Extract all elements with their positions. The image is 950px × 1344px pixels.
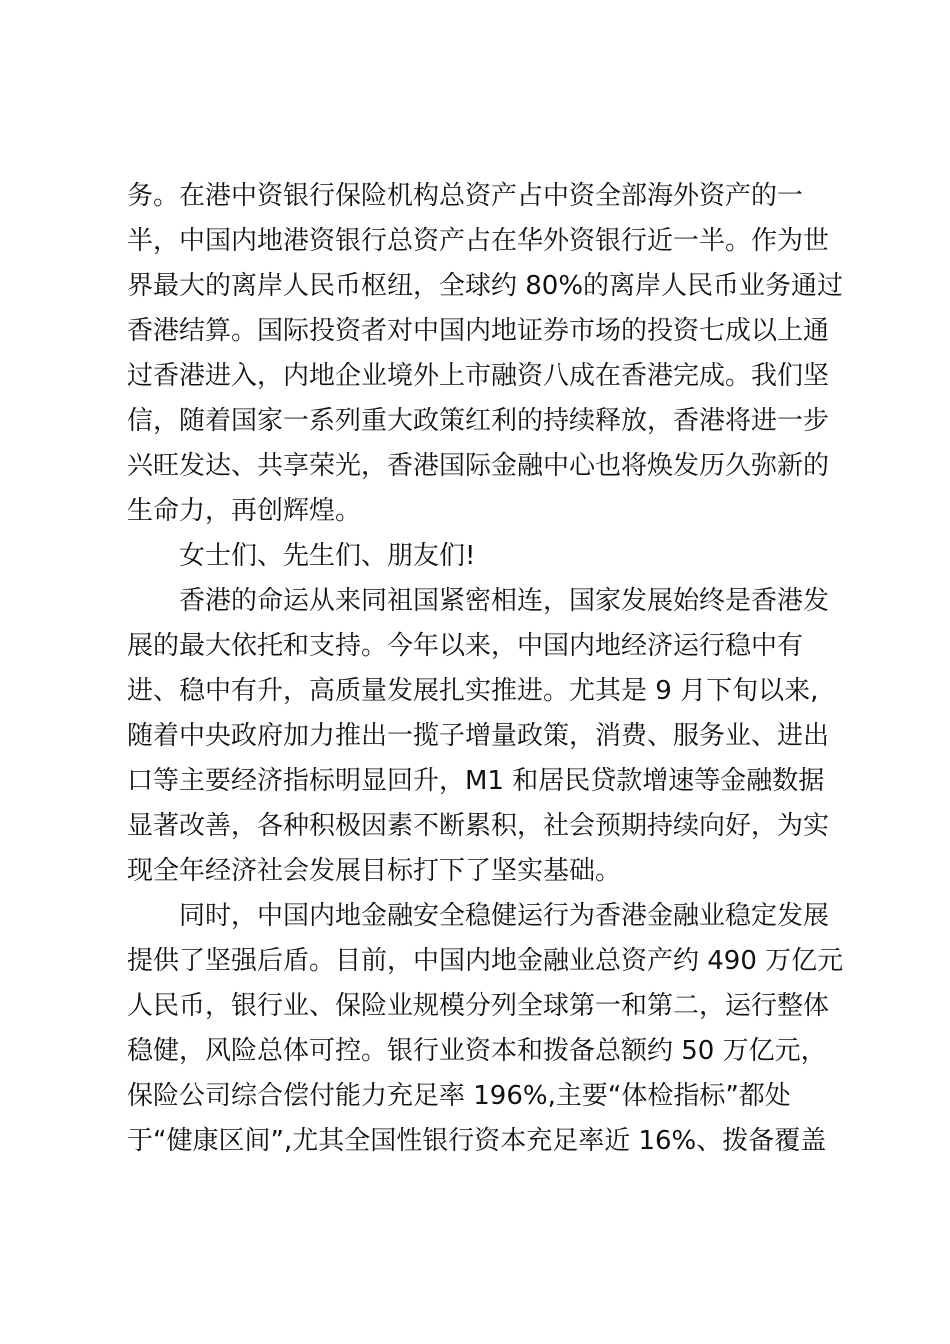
text-line: 香港结算。国际投资者对中国内地证券市场的投资七成以上通: [127, 316, 830, 346]
greeting-line: 女士们、先生们、朋友们!: [179, 541, 476, 571]
text-line: 半，中国内地港资银行总资产占在华外资银行近一半。作为世: [127, 226, 830, 256]
text-line: 过香港进入，内地企业境外上市融资八成在香港完成。我们坚: [127, 361, 830, 391]
text-line: 保险公司综合偿付能力充足率 196%,主要“体检指标”都处: [127, 1081, 791, 1111]
text-line: 人民币，银行业、保险业规模分列全球第一和第二，运行整体: [127, 991, 830, 1021]
text-line: 展的最大依托和支持。今年以来，中国内地经济运行稳中有: [127, 631, 804, 661]
paragraph-start-line: 香港的命运从来同祖国紧密相连，国家发展始终是香港发: [179, 586, 830, 616]
text-line: 兴旺发达、共享荣光，香港国际金融中心也将焕发历久弥新的: [127, 451, 830, 481]
text-line: 信，随着国家一系列重大政策红利的持续释放，香港将进一步: [127, 406, 830, 436]
text-line: 务。在港中资银行保险机构总资产占中资全部海外资产的一: [127, 181, 804, 211]
text-line: 界最大的离岸人民币枢纽，全球约 80%的离岸人民币业务通过: [127, 271, 844, 301]
text-line: 于“健康区间”,尤其全国性银行资本充足率近 16%、拨备覆盖: [127, 1126, 827, 1156]
text-line: 随着中央政府加力推出一揽子增量政策，消费、服务业、进出: [127, 721, 830, 751]
text-line: 进、稳中有升，高质量发展扎实推进。尤其是 9 月下旬以来,: [127, 676, 819, 706]
body-text: [127, 174, 844, 1164]
text-line: 稳健，风险总体可控。银行业资本和拨备总额约 50 万亿元，: [127, 1036, 827, 1066]
text-line: 提供了坚强后盾。目前，中国内地金融业总资产约 490 万亿元: [127, 946, 844, 976]
text-line: 口等主要经济指标明显回升，M1 和居民贷款增速等金融数据: [127, 766, 825, 796]
text-line: 生命力，再创辉煌。: [127, 496, 362, 526]
text-line: 显著改善，各种积极因素不断累积，社会预期持续向好，为实: [127, 811, 830, 841]
paragraph-start-line: 同时，中国内地金融安全稳健运行为香港金融业稳定发展: [179, 901, 830, 931]
text-line: 现全年经济社会发展目标打下了坚实基础。: [127, 856, 622, 886]
